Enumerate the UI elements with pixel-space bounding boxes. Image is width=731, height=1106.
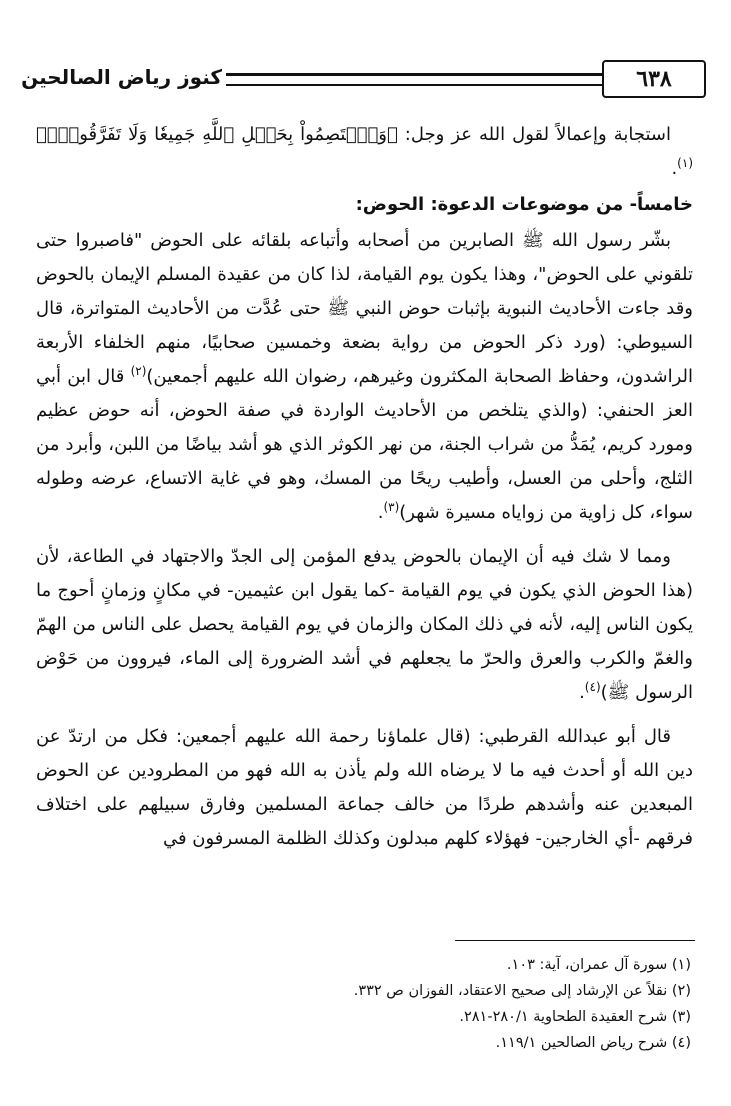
footnote-2: (٢) نقلاً عن الإرشاد إلى صحيح الاعتقاد، الفوزان ص ٣٣٢. xyxy=(353,983,691,999)
footnotes xyxy=(60,952,691,1056)
page-header xyxy=(21,60,706,100)
paragraph-4 xyxy=(36,720,693,856)
paragraph-3 xyxy=(36,540,693,710)
paragraph-1-end: . xyxy=(671,158,678,179)
paragraph-3-end: . xyxy=(579,682,585,703)
paragraph-1-text: استجابة وإعمالاً لقول الله عز وجل: xyxy=(397,124,672,145)
footnote-3: (٣) شرح العقيدة الطحاوية ٢٨٠/١-٢٨١. xyxy=(459,1009,691,1025)
paragraph-2 xyxy=(36,224,693,530)
main-text xyxy=(36,118,693,856)
paragraph-2-text-continued: قال ابن أبي العز الحنفي: (والذي يتلخص من الأحاديث الواردة في صفة الحوض، أنه حوض عظيم ومورد كريم، يُمَدُّ من شراب الجنة، من نهر الكوثر الذي هو أشد بياضًا من اللبن، وأبرد من الثلج، وأحلى من العسل، وأطيب ريحًا من المسك، وهو في غاية الاتساع، عرضه وطوله سواء، كل زاوية من زواياه مسيرة شهر) xyxy=(36,366,693,523)
book-title: كنوز رياض الصالحين xyxy=(21,65,222,89)
paragraph-3-text: ومما لا شك فيه أن الإيمان بالحوض يدفع المؤمن إلى الجدّ والاجتهاد في الطاعة، لأن (هذا الحوض الذي يكون في يوم القيامة -كما يقول ابن عثيمين- في مكانٍ وزمانٍ أحوج ما يكون الناس إليه، لأنه في ذلك المكان والزمان في يوم القيامة يحصل على الناس من الهمّ والغمّ والكرب والعرق والحرّ ما يجعلهم في أشد الضرورة إلى الماء، فيروون من حَوْض الرسول ﷺ) xyxy=(36,546,693,703)
footnote-ref-2: (٢) xyxy=(130,364,147,378)
quran-verse: ﴿وَٱعۡتَصِمُواْ بِحَبۡلِ ٱللَّهِ جَمِيعٗا وَلَا تَفَرَّقُواْۚ﴾ xyxy=(36,124,398,145)
footnote-4: (٤) شرح رياض الصالحين ١١٩/١. xyxy=(495,1035,691,1051)
paragraph-2-text: بشّر رسول الله ﷺ الصابرين من أصحابه وأتباعه بلقائه على الحوض "فاصبروا حتى تلقوني على الحوض"، وهذا يكون يوم القيامة، لذا كان من عقيدة المسلم الإيمان بالحوض وقد جاءت الأحاديث النبوية بإثبات حوض النبي ﷺ حتى عُدَّت من الأحاديث المتواترة، قال السيوطي: (ورد ذكر الحوض من رواية بضعة وخمسين صحابيًا، منهم الخلفاء الأربعة الراشدون، وحفاظ الصحابة المكثرون وغيرهم، رضوان الله عليهم أجمعين) xyxy=(36,230,694,387)
footnote-ref-1: (١) xyxy=(677,156,693,170)
paragraph-2-end: . xyxy=(377,502,384,523)
footnote-separator xyxy=(455,940,695,941)
paragraph-4-text: قال أبو عبدالله القرطبي: (قال علماؤنا رحمة الله عليهم أجمعين: فكل من ارتدّ عن دين الله أو أحدث فيه ما لا يرضاه الله ولم يأذن به الله فهو من المطرودين عن الحوض المبعدين عنه وأشدهم طردًا من خالف جماعة المسلمين وفارق سبيلهم على اختلاف فرقهم -أي الخارجين- فهؤلاء كلهم مبدلون وكذلك الظلمة المسرفون في xyxy=(36,726,693,849)
paragraph-1 xyxy=(36,118,693,186)
header-rule xyxy=(226,73,602,86)
footnote-ref-4: (٤) xyxy=(584,680,601,694)
section-heading: خامساً- من موضوعات الدعوة: الحوض: xyxy=(355,194,693,215)
page-number: ٦٣٨ xyxy=(602,60,706,98)
footnote-ref-3: (٣) xyxy=(383,500,400,514)
footnote-1: (١) سورة آل عمران، آية: ١٠٣. xyxy=(506,957,691,973)
